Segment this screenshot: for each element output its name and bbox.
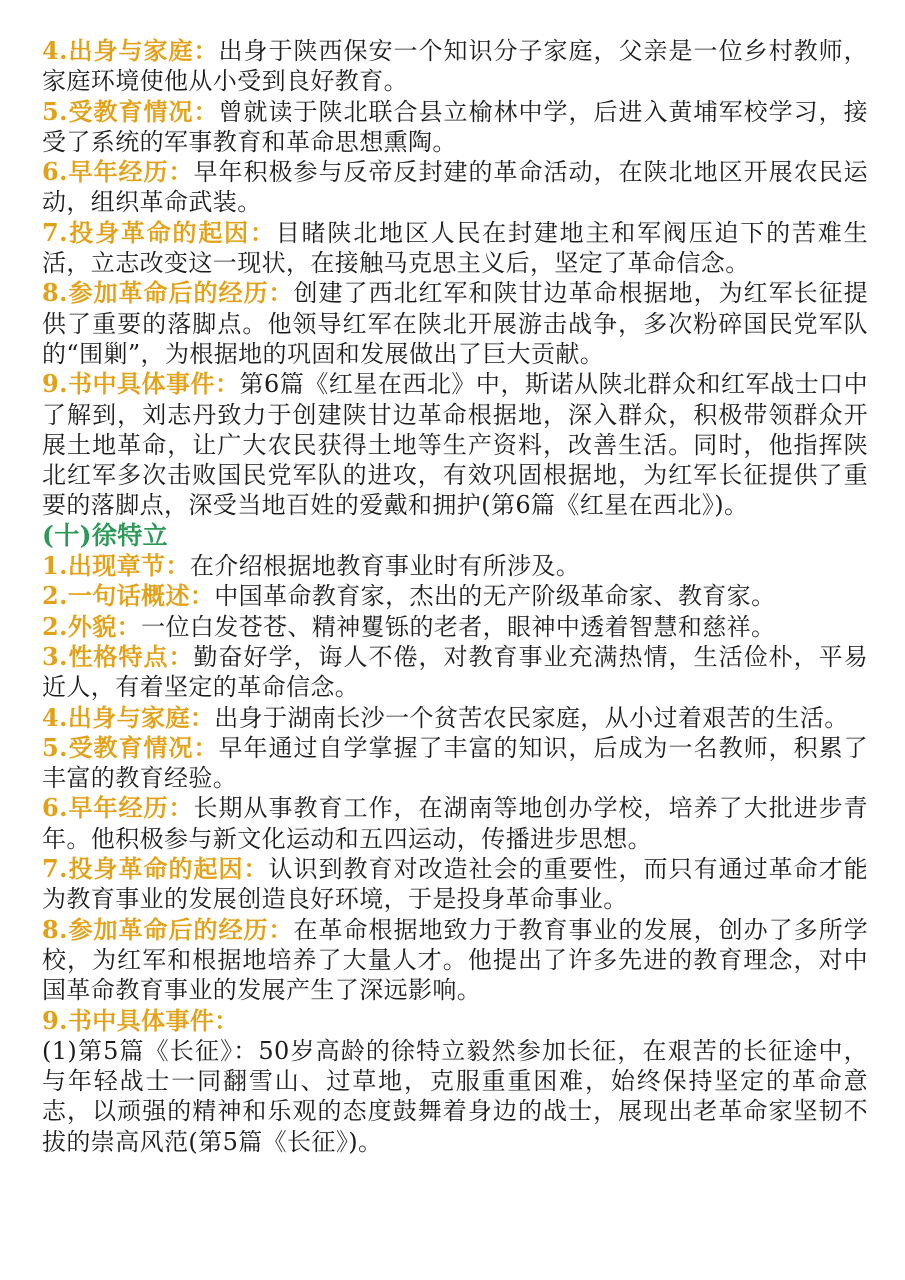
item-label: 1.出现章节：	[42, 551, 190, 581]
item-label: 2.一句话概述：	[42, 581, 215, 611]
item-personality	[42, 642, 868, 703]
item-text: 曾就读于陕北联合县立榆林中学，后进入黄埔军校学习，接受了系统的军事教育和革命思想熏陶。	[42, 97, 868, 156]
section-heading: (十)徐特立	[42, 520, 169, 550]
item-revolution-experience	[42, 915, 868, 1006]
item-label: 6.早年经历：	[42, 157, 194, 187]
item-label: 8.参加革命后的经历：	[42, 278, 294, 308]
item-revolution-cause	[42, 218, 868, 279]
item-book-events	[42, 1006, 868, 1036]
item-label: 9.书中具体事件：	[42, 369, 240, 399]
item-text: 认识到教育对改造社会的重要性，而只有通过革命才能为教育事业的发展创造良好环境，于是投身革命事业。	[42, 855, 868, 914]
item-text: 长期从事教育工作，在湖南等地创办学校，培养了大批进步青年。他积极参与新文化运动和五四运动，传播进步思想。	[42, 794, 868, 853]
item-label: 2.外貌：	[42, 611, 142, 641]
item-chapter	[42, 551, 868, 581]
item-text: 出身于湖南长沙一个贫苦农民家庭，从小过着艰苦的生活。	[214, 703, 849, 732]
item-text: 早年积极参与反帝反封建的革命活动，在陕北地区开展农民运动，组织革命武装。	[42, 158, 868, 217]
item-text: 勤奋好学，诲人不倦，对教育事业充满热情，生活俭朴，平易近人，有着坚定的革命信念。	[42, 642, 868, 702]
item-label: 7.投身革命的起因：	[42, 854, 269, 884]
item-label: 5.受教育情况：	[42, 732, 219, 762]
item-family-background	[42, 703, 868, 733]
item-early-experience	[42, 157, 868, 218]
item-text: 在革命根据地致力于教育事业的发展，创办了多所学校，为红军和根据地培养了大量人才。他提出了许多先进的教育理念，对中国革命教育事业的发展产生了深远影响。	[42, 915, 868, 1005]
item-early-experience	[42, 793, 868, 854]
item-revolution-experience	[42, 278, 868, 369]
item-summary	[42, 581, 868, 611]
item-label: 6.早年经历：	[42, 793, 194, 823]
item-text: 在介绍根据地教育事业时有所涉及。	[189, 552, 581, 581]
item-text: 早年通过自学掌握了丰富的知识，后成为一名教师，积累了丰富的教育经验。	[42, 733, 868, 793]
item-label: 4.出身与家庭：	[42, 36, 219, 65]
item-appearance	[42, 612, 868, 642]
item-label: 9.书中具体事件：	[42, 1005, 239, 1035]
item-education	[42, 733, 868, 794]
item-text: 创建了西北红军和陕甘边革命根据地，为红军长征提供了重要的落脚点。他领导红军在陕北开展游击战争，多次粉碎国民党军队的“围剿”，为根据地的巩固和发展做出了巨大贡献。	[42, 279, 868, 368]
item-label: 7.投身革命的起因：	[42, 217, 276, 247]
item-label: 5.受教育情况：	[42, 96, 219, 126]
item-text: 第6篇《红星在西北》中，斯诺从陕北群众和红军战士口中了解到，刘志丹致力于创建陕甘边革命根据地，深入群众，积极带领群众开展土地革命，让广大农民获得土地等生产资料，改善生活。同时，他指挥陕北红军多次击败国民党军队的进攻，有效巩固根据地，为红军长征提供了重要的落脚点，深受当地百姓的爱戴和拥护(第6篇《红星在西北》)。	[42, 370, 868, 520]
item-text: 一位白发苍苍、精神矍铄的老者，眼神中透着智慧和慈祥。	[141, 612, 776, 641]
item-education	[42, 97, 868, 158]
item-label: 3.性格特点：	[42, 641, 194, 671]
item-text: 出身于陕西保安一个知识分子家庭，父亲是一位乡村教师，家庭环境使他从小受到良好教育。	[42, 37, 868, 96]
document-page	[42, 36, 868, 1157]
item-family-background	[42, 36, 868, 97]
item-text: 目睹陕北地区人民在封建地主和军阀压迫下的苦难生活，立志改变这一现状，在接触马克思主义后，坚定了革命信念。	[42, 218, 869, 278]
item-label: 8.参加革命后的经历：	[42, 914, 294, 944]
item-text: 中国革命教育家，杰出的无产阶级革命家、教育家。	[214, 582, 776, 611]
item-book-events	[42, 369, 868, 520]
event-paragraph: (1)第5篇《长征》：50岁高龄的徐特立毅然参加长征，在艰苦的长征途中，与年轻战士一同翻雪山、过草地，克服重重困难，始终保持坚定的革命意志，以顽强的精神和乐观的态度鼓舞着身边的战士，展现出老革命家坚韧不拔的崇高风范(第5篇《长征》)。	[42, 1036, 868, 1156]
item-revolution-cause	[42, 854, 868, 915]
item-label: 4.出身与家庭：	[42, 702, 215, 732]
